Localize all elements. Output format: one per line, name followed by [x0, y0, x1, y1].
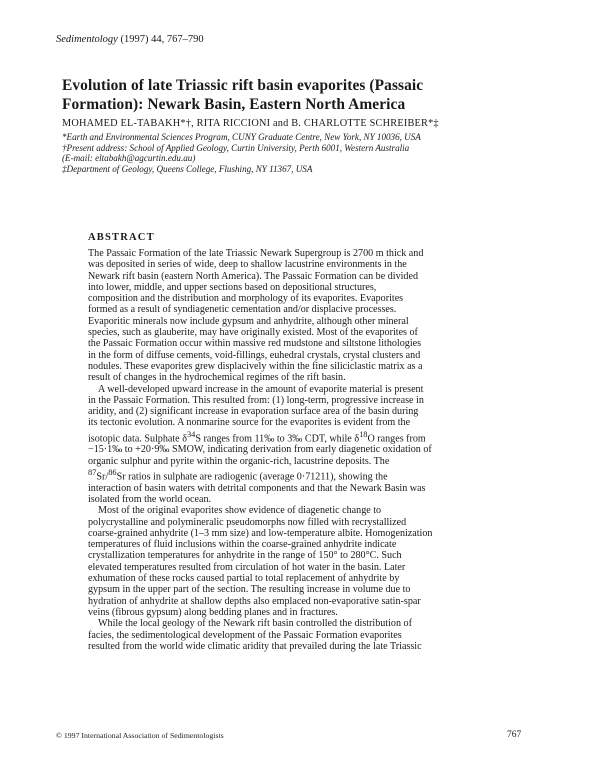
abstract-line: veins (fibrous gypsum) along bedding planes and in fractures.	[88, 606, 338, 618]
abstract-line: nodules. These evaporites grew displacively within the fine siliciclastic matrix as a	[88, 360, 423, 372]
affiliation-line: *Earth and Environmental Sciences Program, CUNY Graduate Centre, New York, NY 10036, USA	[62, 132, 421, 142]
abstract-line: interaction of basin waters with detrital components and that the Newark Basin was	[88, 482, 426, 494]
abstract-line: was deposited in series of wide, deep to shallow lacustrine environments in the	[88, 259, 407, 271]
affiliations	[62, 132, 542, 174]
affiliation-line: †Present address: School of Applied Geology, Curtin University, Perth 6001, Western Australia	[62, 142, 410, 153]
abstract-line: facies, the sedimentological development of the Passaic Formation evaporites	[88, 629, 402, 641]
abstract-line: isolated from the world ocean.	[88, 493, 212, 505]
abstract-line: The Passaic Formation of the late Triassic Newark Supergroup is 2700 m thick and	[88, 248, 424, 259]
abstract-heading: ABSTRACT	[88, 232, 155, 243]
abstract-line: temperatures of fluid inclusions within the coarse-grained anhydrite indicate	[88, 539, 397, 551]
abstract-line: Most of the original evaporites show evidence of diagenetic change to	[98, 505, 382, 517]
journal-volume-pages: (1997) 44, 767–790	[120, 34, 204, 45]
abstract-line: hydration of anhydrite at shallow depths also emplaced non-evaporative satin-spar	[88, 595, 421, 607]
title-line-1: Evolution of late Triassic rift basin evaporites (Passaic	[62, 77, 424, 94]
abstract-line: formed as a result of syndiagenetic cementation and/or displacive processes.	[88, 304, 397, 316]
abstract-line: the Passaic Formation occur within massive red mudstone and siltstone lithologies	[88, 338, 422, 350]
abstract-line: composition and the distribution and morphology of its evaporites. Evaporites	[88, 293, 404, 305]
abstract-line: polycrystalline and polymineralic pseudomorphs now filled with recrystallized	[88, 516, 407, 528]
abstract-line: A well-developed upward increase in the amount of evaporite material is present	[98, 383, 424, 395]
abstract-line: isotopic data. Sulphate $\delta^{34}S$ ranges from 11‰ to 3‰ CDT, while $\delta^{18}O$ ranges from	[88, 429, 426, 445]
abstract-line: exhumation of these rocks caused partial to total replacement of anhydrite by	[88, 573, 400, 585]
affiliation-line: ‡Department of Geology, Queens College, Flushing, NY 11367, USA	[62, 163, 313, 174]
abstract-line: elevated temperatures resulted from circulation of hot water in the basin. Later	[88, 561, 406, 573]
abstract-line: species, such as glauberite, may have originally existed. Most of the evaporites of	[88, 327, 418, 339]
author-list: MOHAMED EL-TABAKH*†, RITA RICCIONI and B. CHARLOTTE SCHREIBER*‡	[62, 118, 439, 129]
journal-citation	[56, 34, 204, 45]
affiliation-line: (E-mail: eltabakh@agcurtin.edu.au)	[62, 153, 196, 164]
abstract-line: resulted from the world wide climatic aridity that prevailed during the late Triassic	[88, 640, 422, 652]
abstract-line: crystallization temperatures for anhydrite in the range of 150° to 280°C. Such	[88, 550, 402, 562]
abstract-line: Evaporitic minerals now include gypsum and anhydrite, although other mineral	[88, 315, 409, 327]
abstract-line: coarse-grained anhydrite (1–3 mm size) and low-temperature albite. Homogenization	[88, 527, 433, 539]
title-line-2: Formation): Newark Basin, Eastern North America	[62, 96, 406, 113]
abstract-line: result of changes in the hydrochemical regimes of the rift basin.	[88, 372, 346, 384]
page-number: 767	[507, 730, 522, 740]
abstract-line: aridity, and (2) significant increase in evaporation surface area of the basin during	[88, 406, 419, 418]
abstract-line: its tectonic evolution. A nonmarine source for the evaporites is evident from the	[88, 417, 411, 429]
abstract-line: in the form of diffuse cements, void-fillings, euhedral crystals, crystal clusters and	[88, 349, 421, 361]
abstract-line: While the local geology of the Newark rift basin controlled the distribution of	[98, 618, 412, 630]
abstract-line: into lower, middle, and upper sections based on depositional structures,	[88, 281, 377, 293]
abstract-line: $^{87}$Sr/$^{86}$Sr ratios in sulphate are radiogenic (average 0·71211), showing the	[88, 468, 388, 483]
abstract-line: −15·1‰ to +20·9‰ SMOW, indicating derivation from early diagenetic oxidation of	[88, 444, 432, 456]
paper-title	[62, 76, 542, 114]
abstract-line: organic sulphur and pyrite within the organic-rich, lacustrine deposits. The	[88, 455, 390, 467]
abstract-line: gypsum in the upper part of the section. The resulting increase in volume due to	[88, 584, 411, 596]
copyright-notice: © 1997 International Association of Sedimentologists	[56, 731, 224, 740]
abstract-line: in the Passaic Formation. This resulted from: (1) long-term, progressive increase in	[88, 394, 424, 406]
abstract-line: Newark rift basin (eastern North America). The Passaic Formation can be divided	[88, 270, 418, 282]
abstract-body	[88, 248, 546, 652]
journal-name: Sedimentology	[56, 34, 118, 45]
